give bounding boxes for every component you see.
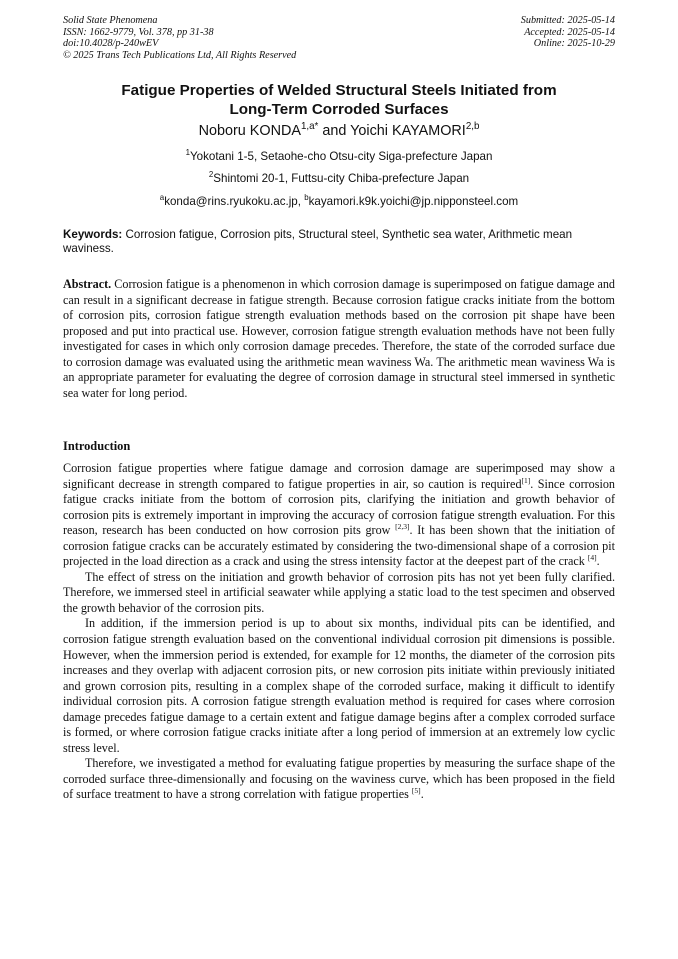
intro-p1-text-c: . It has been shown that the initiation of corrosion fatigue cracks can be accurately estimated by considering the two-dimensional shape of a corrosion pit projected in the load direction as a crack and using the stress intensity factor at the deepest part of the crack xyxy=(63,523,615,569)
intro-paragraph-3: In addition, if the immersion period is up to about six months, individual pits can be identified, and corrosion fatigue strength evaluation based on the conventional individual corrosion pit dimensions is possible. However, when the immersion period is extended, for example for 12 months, the diameter of the corrosion pits increases and they overlap with adjacent corrosion pits, or new corrosion pits initiate within previously initiated and grown corrosion pits, resulting in a complex shape of the corroded surface, making it difficult to identify individual corrosion pits. A corrosion fatigue strength evaluation method is required for cases where corrosion damage precedes fatigue damage to a certain extent and fatigue damage begins after a complex corroded surface is formed, or where corrosion fatigue cracks initiate after a long period of immersion at an extremely low cyclic stress level. xyxy=(63,616,615,755)
citation-2-3[interactable]: [2,3] xyxy=(395,522,410,532)
abstract-text: Corrosion fatigue is a phenomenon in which corrosion damage is superimposed on fatigue damage and can result in a significant decrease in fatigue strength. Because corrosion fatigue cracks initiate from the bottom of corrosion pits, corrosion fatigue strength evaluation methods based on the corrosion pit shape have been proposed and put into practical use. However, corrosion fatigue strength evaluation methods have not been fully investigated for cases in which only corrosion damage precedes. Therefore, the state of the corroded surface due to corrosion damage was evaluated using the arithmetic mean waviness Wa. The arithmetic mean waviness Wa is an appropriate parameter for evaluating the degree of corrosion damage in structural steel immersed in synthetic sea water for long period. xyxy=(63,277,615,400)
copyright: © 2025 Trans Tech Publications Ltd, All Rights Reserved xyxy=(63,49,297,61)
intro-p4-text-b: . xyxy=(420,787,424,802)
introduction-body xyxy=(63,461,615,803)
intro-paragraph-4 xyxy=(63,756,615,803)
title-line-1: Fatigue Properties of Welded Structural Steels Initiated from xyxy=(121,82,557,99)
affiliation-1 xyxy=(63,150,615,164)
citation-1[interactable]: [1] xyxy=(521,475,531,485)
title-line-2: Long-Term Corroded Surfaces xyxy=(229,100,449,118)
accepted-date: Accepted: 2025-05-14 xyxy=(524,26,615,38)
author-conjunction: and xyxy=(318,123,351,139)
affiliation-2-marker: 2 xyxy=(208,170,214,180)
author-2-marker: 2,b xyxy=(465,121,480,133)
author-list xyxy=(63,121,615,141)
email-a[interactable]: konda@rins.ryukoku.ac.jp, xyxy=(164,195,305,208)
affiliation-2-text: Shintomi 20-1, Futtsu-city Chiba-prefecture Japan xyxy=(213,172,470,185)
author-emails xyxy=(63,195,615,209)
submitted-date: Submitted: 2025-05-14 xyxy=(520,15,615,26)
author-2: Yoichi KAYAMORI xyxy=(350,123,466,139)
intro-p4-text-a: Therefore, we investigated a method for evaluating fatigue properties by measuring the surface shape of the corroded surface three-dimensionally and focusing on the waviness curve, which has been proposed in the field of surface treatment to have a strong correlation with fatigue properties xyxy=(63,756,615,802)
citation-4[interactable]: [4] xyxy=(587,553,597,563)
dates-header xyxy=(521,15,615,50)
online-date: Online: 2025-10-29 xyxy=(533,38,615,50)
doi[interactable]: doi:10.4028/p-240wEV xyxy=(63,38,159,50)
abstract xyxy=(63,277,615,401)
email-b-marker: b xyxy=(304,193,309,203)
author-1-marker: 1,a* xyxy=(300,121,319,133)
citation-5[interactable]: [5] xyxy=(411,786,421,796)
affiliation-1-marker: 1 xyxy=(185,148,190,158)
intro-paragraph-1 xyxy=(63,461,615,570)
journal-name: Solid State Phenomena xyxy=(63,15,158,26)
intro-p1-text-d: . xyxy=(596,554,600,569)
intro-paragraph-2: The effect of stress on the initiation and growth behavior of corrosion pits has not yet been fully clarified. Therefore, we immersed steel in artificial seawater while applying a static load to the test specimen and observed the growth behavior of the corrosion pits. xyxy=(63,569,615,615)
introduction-heading: Introduction xyxy=(63,439,131,453)
email-b[interactable]: kayamori.k9k.yoichi@jp.nipponsteel.com xyxy=(308,195,519,208)
keywords-text: Corrosion fatigue, Corrosion pits, Structural steel, Synthetic sea water, Arithmetic mean waviness. xyxy=(63,228,573,256)
intro-p1-text-a: Corrosion fatigue properties where fatigue damage and corrosion damage are superimposed may show a significant decrease in strength compared to fatigue properties in air, so caution is required xyxy=(63,461,615,491)
affiliation-2 xyxy=(63,172,615,186)
author-1: Noboru KONDA xyxy=(198,123,301,139)
email-a-marker: a xyxy=(159,193,165,203)
keywords-label: Keywords: xyxy=(63,228,123,241)
issn-volume: ISSN: 1662-9779, Vol. 378, pp 31-38 xyxy=(63,26,214,38)
abstract-label: Abstract. xyxy=(63,277,112,291)
paper-title xyxy=(63,82,615,119)
keywords xyxy=(63,228,615,257)
journal-header xyxy=(63,15,296,61)
intro-p1-text-b: . Since corrosion fatigue cracks initiate from the bottom of corrosion pits, clarifying the initiation and growth behavior of corrosion pits is extremely important in improving the accuracy of corrosion fatigue strength evaluation. For this reason, research has been conducted on how corrosion pits grow xyxy=(63,476,615,538)
affiliation-1-text: Yokotani 1-5, Setaohe-cho Otsu-city Siga-prefecture Japan xyxy=(189,150,493,163)
